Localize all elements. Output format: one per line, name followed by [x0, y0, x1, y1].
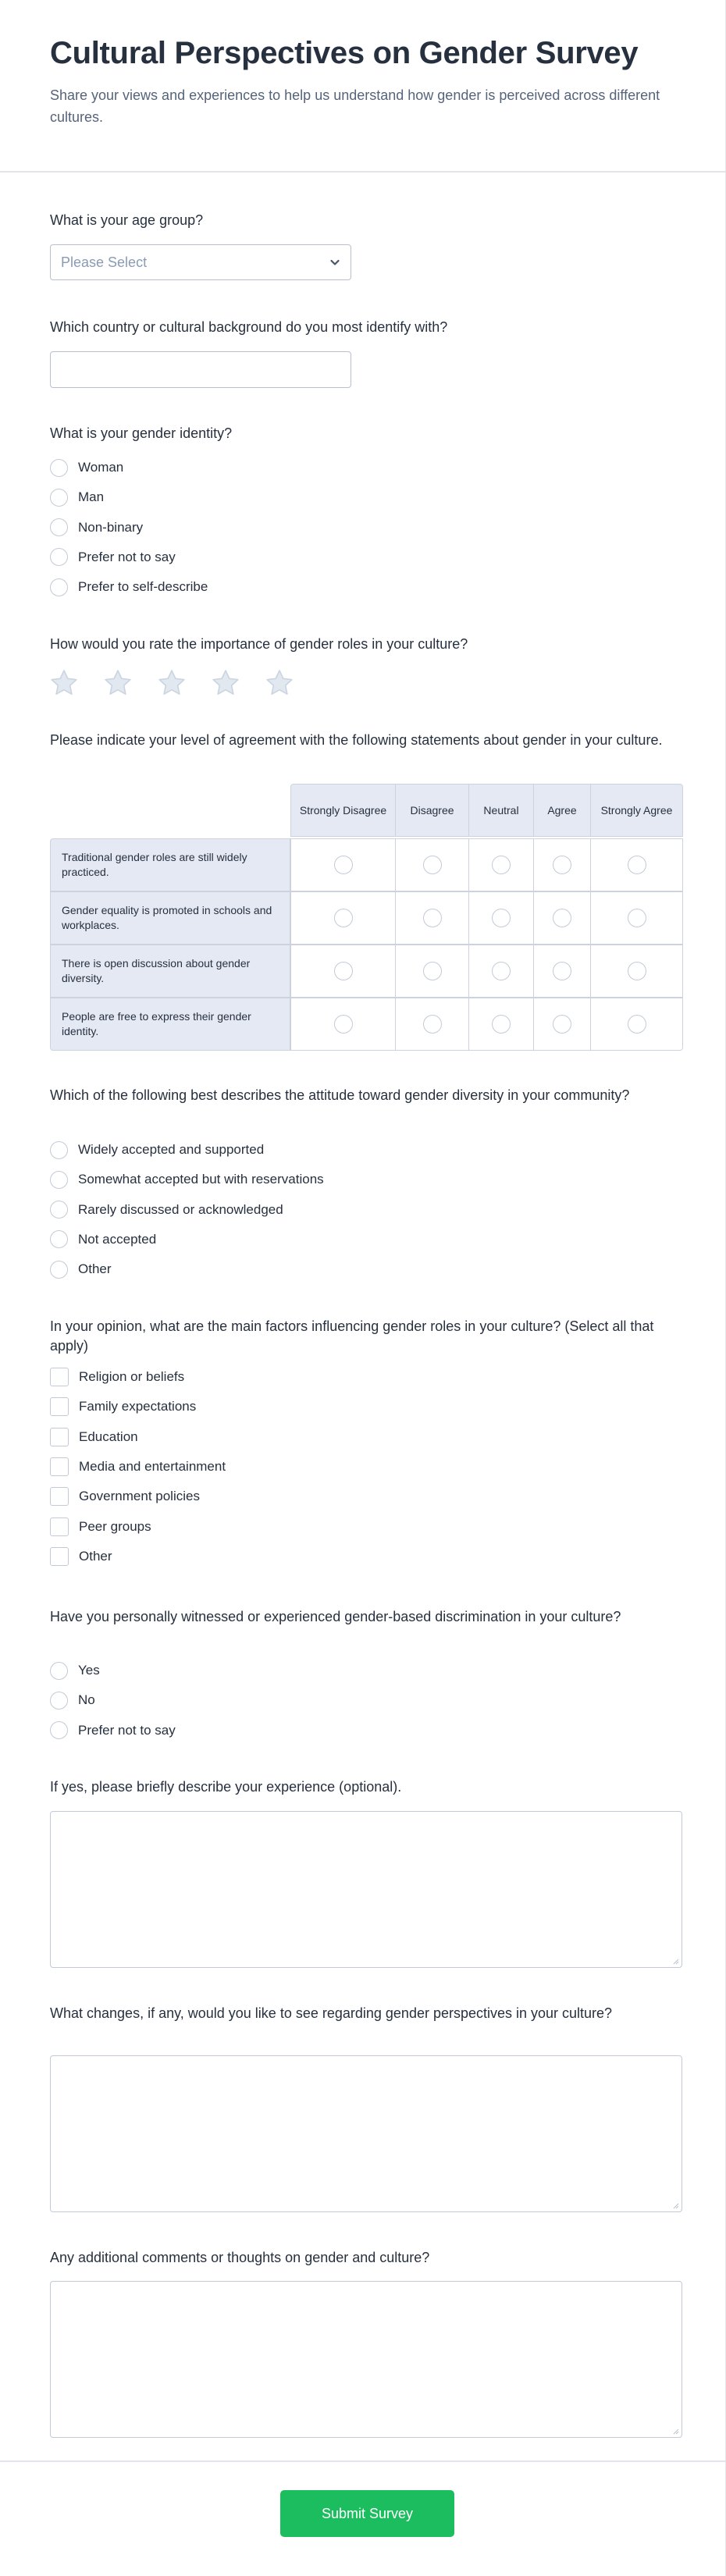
matrix-cell[interactable]	[290, 945, 396, 998]
comments-question-label: Any additional comments or thoughts on gender and culture?	[50, 2250, 430, 2265]
radio-button[interactable]	[50, 1721, 68, 1739]
star-icon[interactable]	[264, 667, 295, 699]
changes-textarea[interactable]	[50, 2055, 682, 2212]
discrimination-option[interactable]	[50, 1690, 95, 1710]
factor-option[interactable]	[50, 1546, 112, 1567]
option-label[interactable]: Yes	[78, 1663, 100, 1678]
page-title: Cultural Perspectives on Gender Survey	[50, 36, 639, 70]
matrix-row-label: There is open discussion about gender diversity.	[50, 945, 290, 998]
radio-button[interactable]	[50, 518, 68, 536]
matrix-cell[interactable]	[290, 998, 396, 1051]
matrix-column-header: Strongly Agree	[590, 784, 683, 837]
matrix-column-header: Agree	[533, 784, 591, 837]
factor-option[interactable]	[50, 1517, 151, 1537]
factor-option[interactable]	[50, 1486, 200, 1507]
gender-option[interactable]	[50, 547, 176, 568]
matrix-radio-button[interactable]	[553, 1015, 571, 1034]
matrix-radio-button[interactable]	[628, 909, 646, 927]
option-label[interactable]: Widely accepted and supported	[78, 1142, 265, 1157]
rating-question-label: How would you rate the importance of gender roles in your culture?	[50, 636, 468, 652]
option-label[interactable]: Prefer not to say	[78, 549, 176, 564]
country-question-label: Which country or cultural background do you most identify with?	[50, 319, 448, 335]
gender-option[interactable]	[50, 518, 143, 538]
age-select-placeholder: Please Select	[61, 254, 148, 270]
age-question-label: What is your age group?	[50, 212, 204, 228]
matrix-radio-button[interactable]	[492, 856, 511, 874]
option-label[interactable]: Family expectations	[79, 1399, 197, 1414]
option-label[interactable]: Media and entertainment	[79, 1458, 226, 1474]
factor-option[interactable]	[50, 1427, 138, 1447]
radio-button[interactable]	[50, 1692, 68, 1710]
matrix-column-header: Disagree	[395, 784, 469, 837]
radio-button[interactable]	[50, 489, 68, 507]
radio-button[interactable]	[50, 1171, 68, 1189]
experience-question-label: If yes, please briefly describe your experience (optional).	[50, 1779, 402, 1795]
radio-button[interactable]	[50, 1141, 68, 1159]
matrix-radio-button[interactable]	[423, 1015, 442, 1034]
matrix-cell[interactable]	[290, 891, 396, 945]
matrix-cell[interactable]	[590, 945, 683, 998]
option-label[interactable]: Rarely discussed or acknowledged	[78, 1201, 283, 1217]
attitude-option[interactable]	[50, 1229, 156, 1250]
factors-question-label: In your opinion, what are the main factors influencing gender roles in your culture? (Select all that apply)	[50, 1318, 654, 1354]
checkbox[interactable]	[50, 1368, 69, 1386]
matrix-radio-button[interactable]	[423, 962, 442, 980]
factor-option[interactable]	[50, 1367, 184, 1387]
option-label[interactable]: Prefer to self-describe	[78, 579, 208, 595]
matrix-cell[interactable]	[468, 945, 534, 998]
option-label[interactable]: Prefer not to say	[78, 1722, 176, 1738]
resize-handle-icon[interactable]	[671, 2427, 679, 2435]
radio-button[interactable]	[50, 578, 68, 596]
discrimination-option[interactable]	[50, 1720, 176, 1741]
matrix-radio-button[interactable]	[492, 1015, 511, 1034]
option-label[interactable]: Other	[78, 1261, 112, 1277]
matrix-radio-button[interactable]	[492, 962, 511, 980]
option-label[interactable]: Government policies	[79, 1489, 200, 1504]
discrimination-question-label: Have you personally witnessed or experienced gender-based discrimination in your culture?	[50, 1609, 621, 1624]
option-label[interactable]: Non-binary	[78, 519, 144, 535]
matrix-cell[interactable]	[395, 998, 469, 1051]
comments-textarea[interactable]	[50, 2281, 682, 2438]
matrix-radio-button[interactable]	[492, 909, 511, 927]
matrix-radio-button[interactable]	[628, 856, 646, 874]
matrix-radio-button[interactable]	[553, 909, 571, 927]
agreement-matrix	[50, 784, 682, 1050]
matrix-cell[interactable]	[590, 998, 683, 1051]
gender-option[interactable]	[50, 457, 123, 478]
option-label[interactable]: Man	[78, 489, 105, 505]
option-label[interactable]: Not accepted	[78, 1231, 157, 1247]
radio-button[interactable]	[50, 1201, 68, 1219]
gender-option[interactable]	[50, 577, 208, 597]
matrix-cell[interactable]	[468, 838, 534, 891]
matrix-cell[interactable]	[290, 838, 396, 891]
checkbox[interactable]	[50, 1428, 69, 1446]
checkbox[interactable]	[50, 1457, 69, 1476]
experience-textarea[interactable]	[50, 1811, 682, 1968]
factor-option[interactable]	[50, 1397, 196, 1417]
option-label[interactable]: Education	[79, 1429, 138, 1444]
chevron-down-icon	[329, 256, 341, 269]
matrix-cell[interactable]	[395, 838, 469, 891]
star-icon[interactable]	[48, 667, 80, 699]
matrix-radio-button[interactable]	[334, 856, 353, 874]
resize-handle-icon[interactable]	[671, 1957, 679, 1965]
option-label[interactable]: No	[78, 1692, 95, 1708]
matrix-cell[interactable]	[533, 998, 591, 1051]
gender-option[interactable]	[50, 487, 104, 507]
checkbox[interactable]	[50, 1547, 69, 1566]
matrix-cell[interactable]	[395, 891, 469, 945]
radio-button[interactable]	[50, 1261, 68, 1279]
matrix-radio-button[interactable]	[423, 856, 442, 874]
star-icon[interactable]	[102, 667, 133, 699]
star-icon[interactable]	[156, 667, 187, 699]
attitude-question-label: Which of the following best describes the attitude toward gender diversity in your community?	[50, 1087, 630, 1103]
radio-button[interactable]	[50, 1662, 68, 1680]
matrix-cell[interactable]	[533, 891, 591, 945]
factor-option[interactable]	[50, 1457, 226, 1477]
submit-survey-button[interactable]: Submit Survey	[280, 2490, 454, 2537]
matrix-cell[interactable]	[590, 891, 683, 945]
matrix-cell[interactable]	[395, 945, 469, 998]
matrix-radio-button[interactable]	[628, 1015, 646, 1034]
resize-handle-icon[interactable]	[671, 2201, 679, 2209]
matrix-row-label: Gender equality is promoted in schools and workplaces.	[50, 891, 290, 945]
gender-question-label: What is your gender identity?	[50, 425, 233, 441]
matrix-radio-button[interactable]	[553, 856, 571, 874]
matrix-radio-button[interactable]	[334, 1015, 353, 1034]
matrix-radio-button[interactable]	[334, 962, 353, 980]
matrix-radio-button[interactable]	[553, 962, 571, 980]
matrix-radio-button[interactable]	[628, 962, 646, 980]
option-label[interactable]: Other	[79, 1548, 112, 1564]
matrix-cell[interactable]	[533, 945, 591, 998]
radio-button[interactable]	[50, 459, 68, 477]
star-icon[interactable]	[210, 667, 241, 699]
matrix-row-label: Traditional gender roles are still widely practiced.	[50, 838, 290, 891]
discrimination-option[interactable]	[50, 1660, 100, 1681]
matrix-question-label: Please indicate your level of agreement with the following statements about gender in your culture.	[50, 732, 663, 748]
matrix-cell[interactable]	[533, 838, 591, 891]
checkbox[interactable]	[50, 1397, 69, 1416]
age-group-select[interactable]	[50, 244, 351, 280]
option-label[interactable]: Woman	[78, 460, 124, 475]
changes-question-label: What changes, if any, would you like to see regarding gender perspectives in your culture?	[50, 2005, 613, 2021]
attitude-option[interactable]	[50, 1259, 112, 1279]
option-label[interactable]: Religion or beliefs	[79, 1369, 185, 1384]
matrix-radio-button[interactable]	[423, 909, 442, 927]
footer-divider	[0, 2460, 726, 2462]
header-divider	[0, 171, 726, 173]
page-subtitle: Share your views and experiences to help us understand how gender is perceived across different cultures.	[50, 87, 660, 125]
radio-button[interactable]	[50, 1230, 68, 1248]
attitude-option[interactable]	[50, 1200, 283, 1220]
attitude-option[interactable]	[50, 1140, 264, 1160]
attitude-option[interactable]	[50, 1169, 324, 1190]
matrix-cell[interactable]	[468, 891, 534, 945]
radio-button[interactable]	[50, 548, 68, 566]
matrix-column-header: Neutral	[468, 784, 534, 837]
matrix-row-label: People are free to express their gender identity.	[50, 998, 290, 1051]
matrix-radio-button[interactable]	[334, 909, 353, 927]
matrix-column-header: Strongly Disagree	[290, 784, 396, 837]
matrix-cell[interactable]	[590, 838, 683, 891]
option-label[interactable]: Somewhat accepted but with reservations	[78, 1172, 324, 1187]
country-input[interactable]	[50, 351, 351, 388]
option-label[interactable]: Peer groups	[79, 1518, 151, 1534]
checkbox[interactable]	[50, 1517, 69, 1536]
checkbox[interactable]	[50, 1487, 69, 1506]
matrix-cell[interactable]	[468, 998, 534, 1051]
